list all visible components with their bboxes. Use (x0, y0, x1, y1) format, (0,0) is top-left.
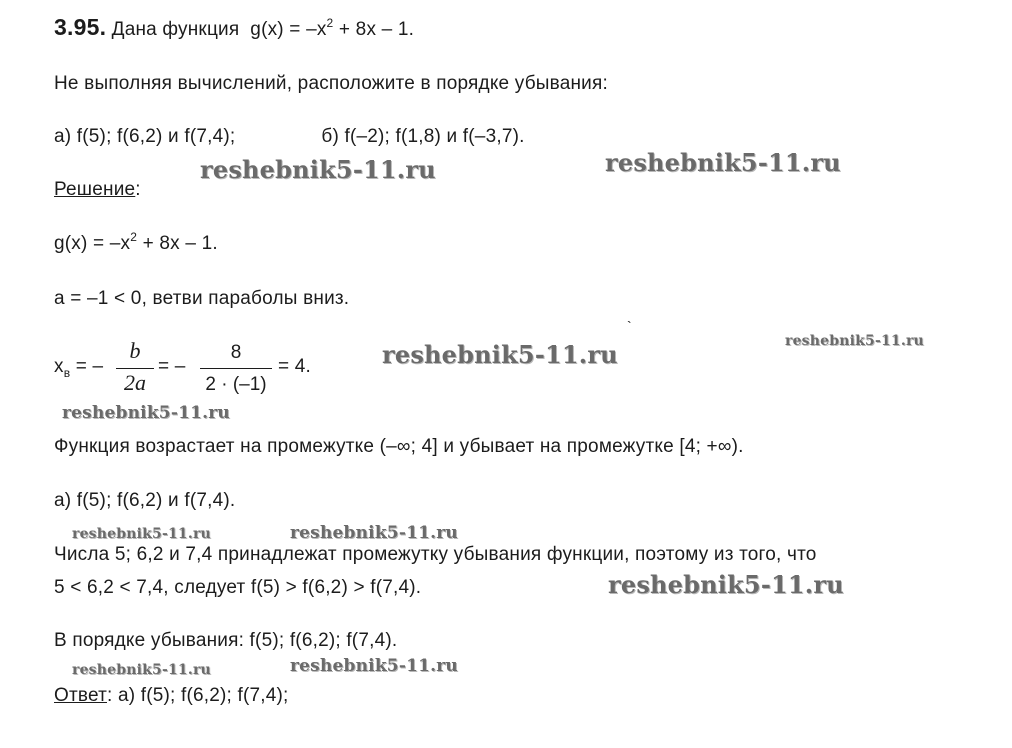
watermark: reshebnik5-11.ru (290, 656, 458, 676)
watermark: reshebnik5-11.ru (608, 570, 844, 599)
answer-text: : а) f(5); f(6,2); f(7,4); (107, 685, 289, 706)
problem-parts (54, 126, 525, 148)
watermark: reshebnik5-11.ru (382, 340, 618, 369)
watermark: reshebnik5-11.ru (200, 155, 436, 184)
watermark: reshebnik5-11.ru (785, 333, 924, 349)
reason-line-1: Числа 5; 6,2 и 7,4 принадлежат промежутку убывания функции, поэтому из того, что (54, 544, 817, 565)
answer-line (54, 685, 289, 707)
problem-number: 3.95. (54, 14, 107, 40)
problem-part-b: б) f(–2); f(1,8) и f(–3,7). (321, 126, 525, 147)
solution-part-a: а) f(5); f(6,2) и f(7,4). (54, 490, 236, 511)
problem-part-a: а) f(5); f(6,2) и f(7,4); (54, 126, 236, 147)
problem-task: Не выполняя вычислений, расположите в порядке убывания: (54, 73, 608, 94)
monotonic-statement: Функция возрастает на промежутке (–∞; 4] и убывает на промежутке [4; +∞). (54, 436, 744, 457)
fraction-8-over-expr (196, 338, 276, 398)
fraction-denominator-expr: 2 · (–1) (205, 374, 267, 395)
watermark: reshebnik5-11.ru (72, 662, 211, 678)
watermark: reshebnik5-11.ru (290, 523, 458, 543)
fraction-numerator-8: 8 (230, 342, 242, 363)
fraction-b-over-2a (114, 338, 156, 398)
problem-header (54, 14, 414, 41)
solution-label: Решение (54, 179, 136, 200)
solution-a-line: а = –1 < 0, ветви параболы вниз. (54, 288, 350, 309)
vertex-result: = 4. (278, 356, 312, 377)
problem-function: $g(x) = -x^2 + 8x - 1$. (250, 16, 415, 40)
fraction-denominator: 2a (124, 370, 146, 395)
watermark: reshebnik5-11.ru (605, 148, 841, 177)
solution-heading: Решение: (54, 179, 141, 200)
fraction-numerator: b (129, 338, 141, 363)
watermark: reshebnik5-11.ru (72, 526, 211, 542)
watermark: reshebnik5-11.ru (62, 403, 230, 423)
vertex-formula: $x_в$ = – (54, 356, 104, 380)
vertex-x: x (54, 356, 64, 377)
problem-statement-prefix: Дана функция (111, 19, 240, 40)
order-line: В порядке убывания: f(5); f(6,2); f(7,4). (54, 630, 398, 651)
tick-mark: ` (627, 318, 632, 334)
solution-function: $g(x) = -x^2 + 8x - 1$. (54, 230, 218, 254)
reason-line-2: 5 < 6,2 < 7,4, следует f(5) > f(6,2) > f(7,4). (54, 577, 422, 598)
answer-label: Ответ (54, 685, 107, 706)
